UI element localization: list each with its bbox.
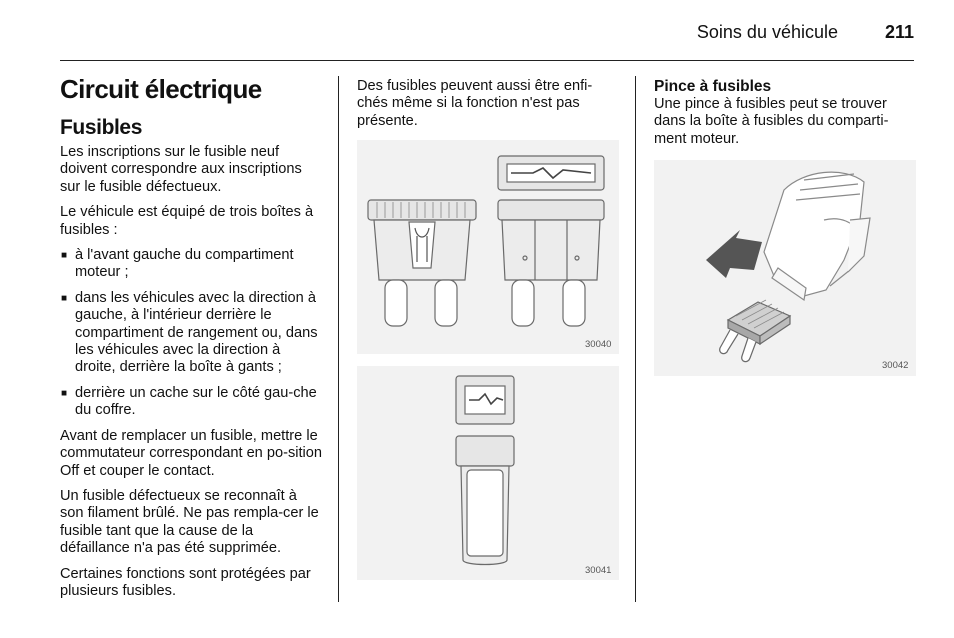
paragraph-fuse-boxes: Le véhicule est équipé de trois boîtes à fusibles : [60, 204, 314, 238]
paragraph-defective-fuse: Un fusible défectueux se reconnaît à son filament brûlé. Ne pas rempla-cer le fusible tant que la cause de la défaillance n'a pas été supprimée. [60, 487, 319, 557]
section-heading-fuse-puller: Pince à fusibles [654, 78, 772, 95]
bullet-icon: ■ [61, 387, 68, 399]
list-item: ■ dans les véhicules avec la direction à gauche, à l'intérieur derrière le compartiment de rangement ou, dans les véhicules avec la direction à droite, derrière la boîte à gants ; [61, 289, 318, 376]
column-divider [338, 76, 339, 602]
figure-number: 30040 [585, 339, 612, 350]
direction-arrow-icon [706, 230, 762, 278]
column-middle [357, 78, 619, 138]
column-right [654, 78, 916, 156]
chapter-title: Circuit électrique [60, 74, 262, 104]
fuse-box-location-list [60, 247, 324, 420]
blade-fuse-illustration [357, 140, 619, 354]
mini-fuse-illustration [357, 366, 619, 580]
figure-mini-fuse [357, 366, 619, 580]
column-left [60, 74, 324, 608]
page-number: 211 [884, 22, 914, 42]
paragraph-inscriptions: Les inscriptions sur le fusible neuf doivent correspondre aux inscriptions sur le fusible défectueux. [60, 144, 302, 195]
paragraph-fuses-plugged: Des fusibles peuvent aussi être enfi-chés même si la fonction n'est pas présente. [357, 78, 593, 129]
figure-number: 30041 [585, 565, 612, 576]
list-item: ■ derrière un cache sur le côté gau-che du coffre. [61, 384, 317, 419]
page-header [60, 20, 914, 61]
bullet-icon: ■ [61, 250, 68, 262]
figure-blade-fuses [357, 140, 619, 354]
list-item: ■ à l'avant gauche du compartiment moteur ; [61, 247, 294, 281]
section-heading-fusibles: Fusibles [60, 116, 142, 139]
paragraph-multiple-fuses: Certaines fonctions sont protégées par plusieurs fusibles. [60, 565, 311, 599]
paragraph-before-replacing: Avant de remplacer un fusible, mettre le commutateur correspondant en po-sition Off et couper le contact. [60, 427, 323, 479]
section-title: Soins du véhicule [696, 22, 838, 42]
figure-fuse-puller [654, 160, 916, 376]
fuse-puller-illustration [654, 160, 916, 376]
figure-number: 30042 [882, 360, 909, 371]
column-divider [635, 76, 636, 602]
paragraph-fuse-puller: Une pince à fusibles peut se trouver dans la boîte à fusibles du comparti-ment moteur. [654, 96, 889, 147]
bullet-icon: ■ [61, 292, 68, 304]
